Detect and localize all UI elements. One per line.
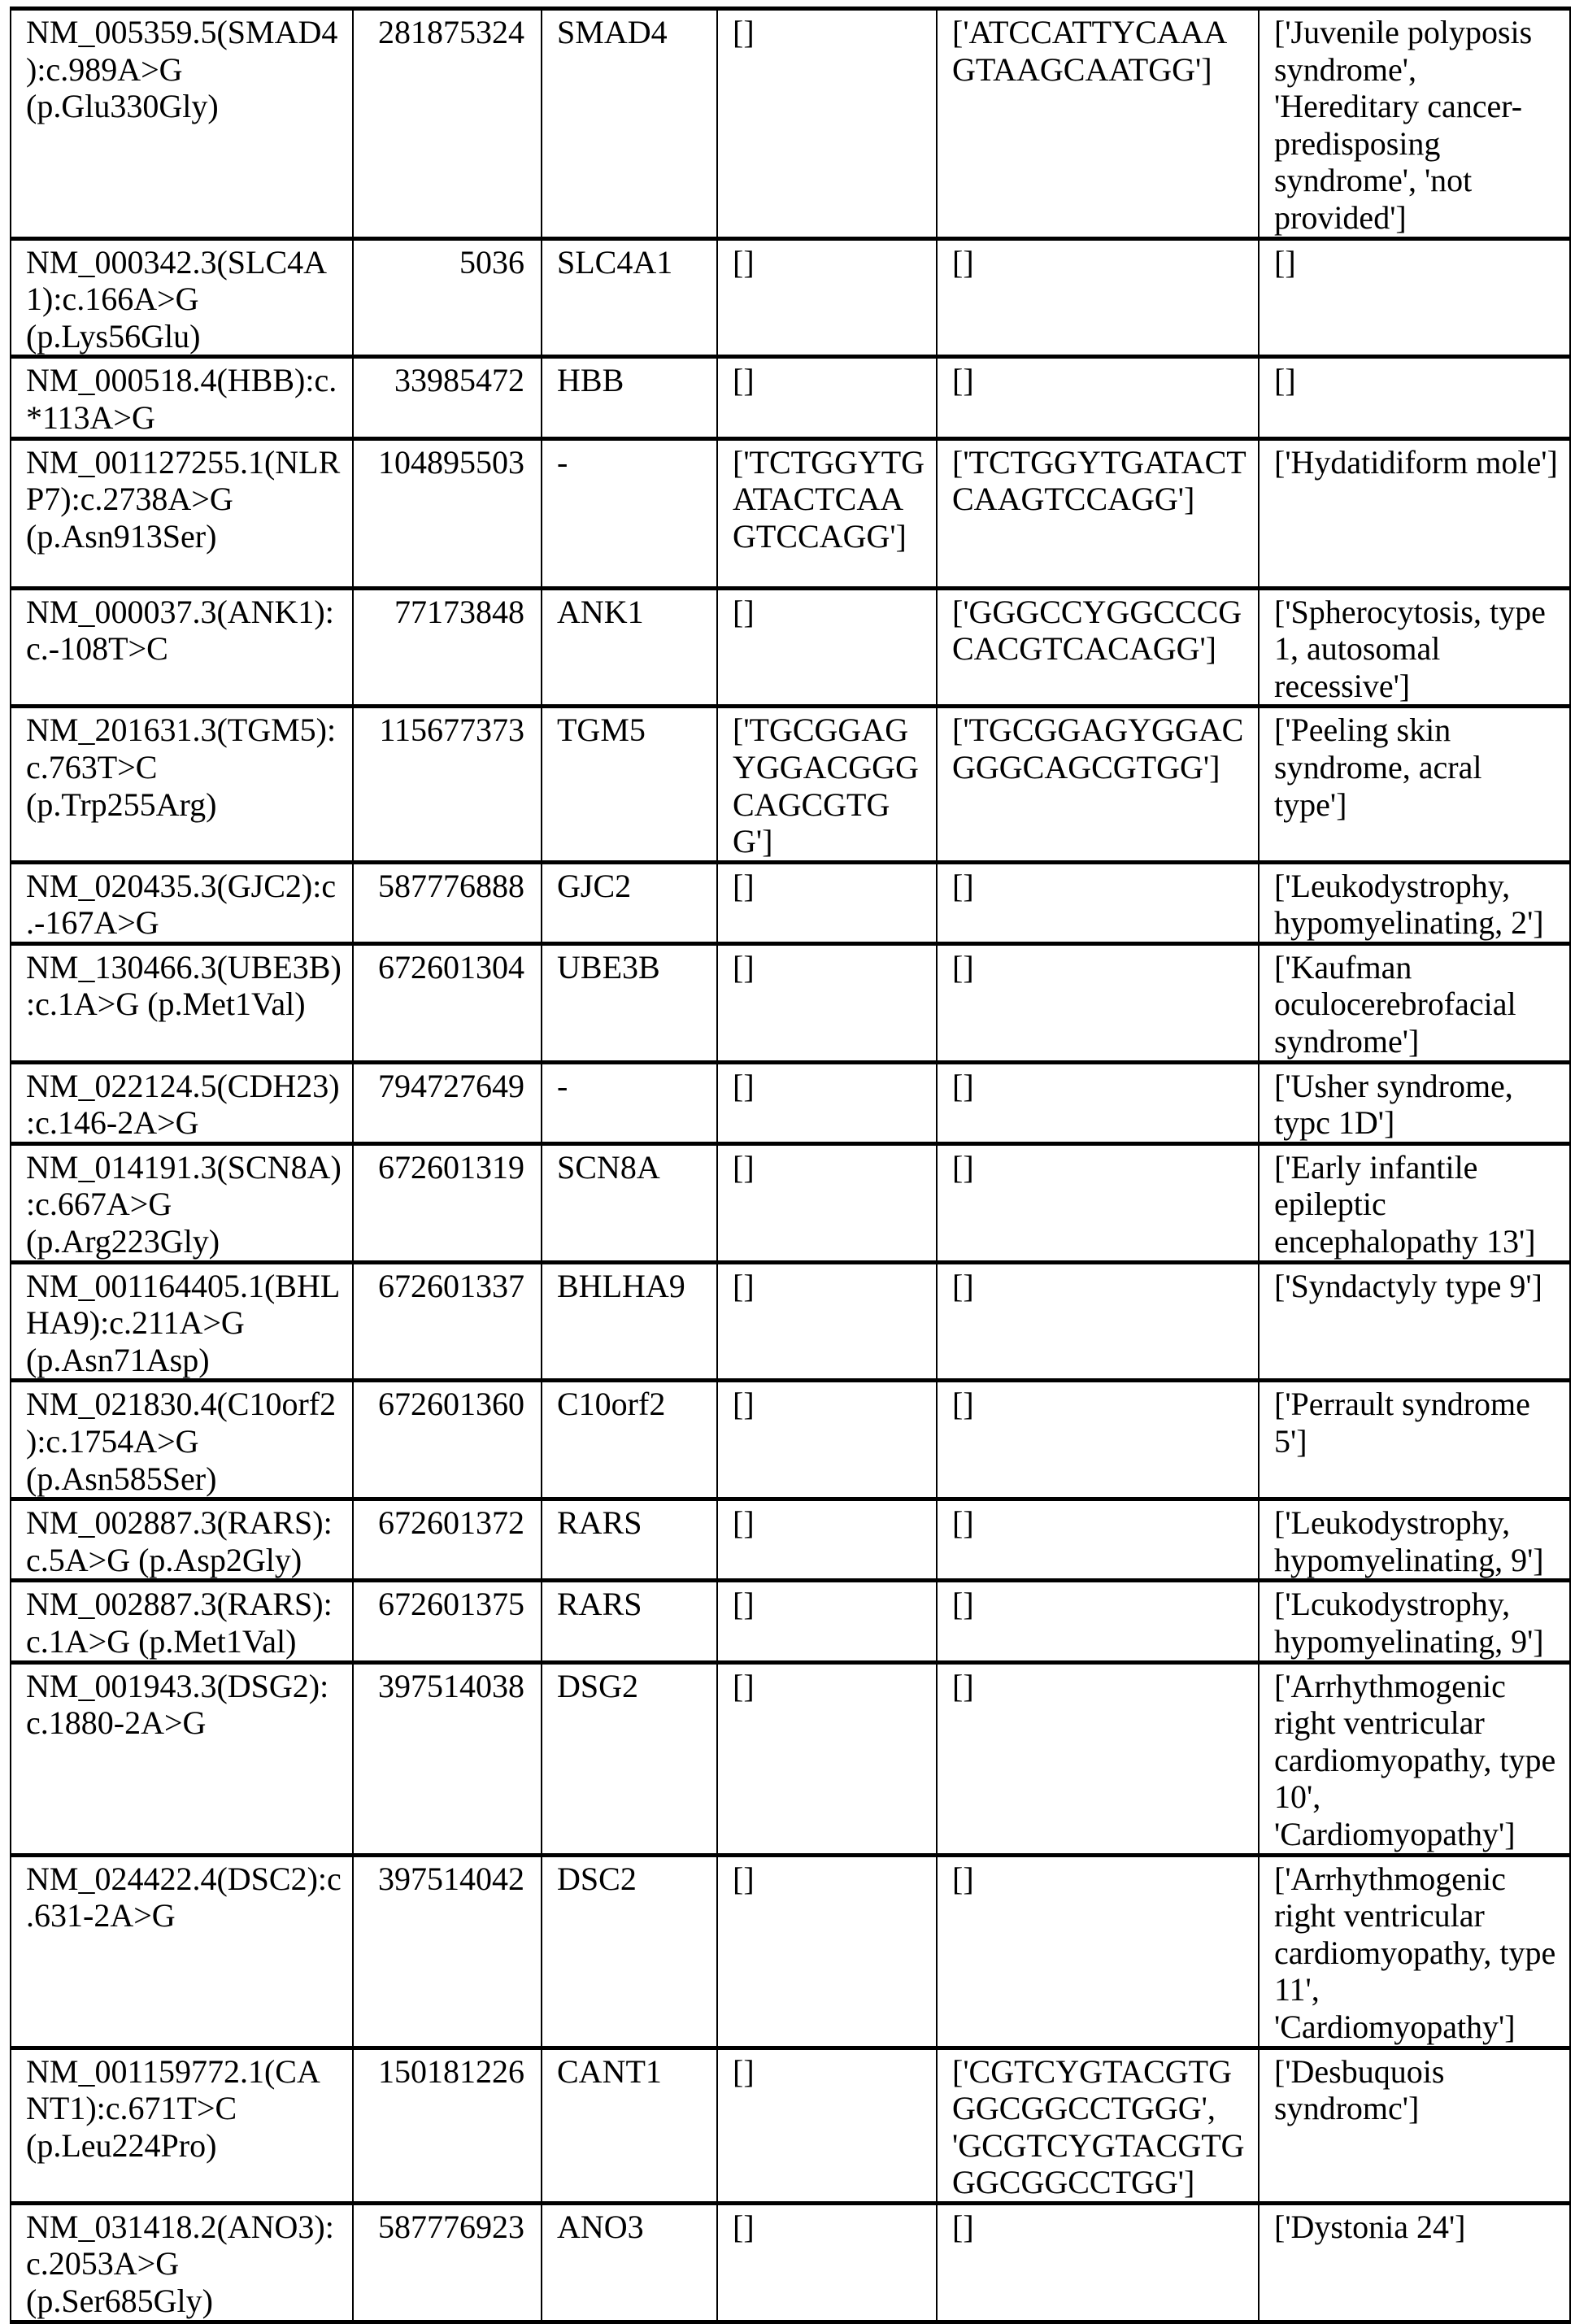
- variant-cell: NM_022124.5(CDH23):c.146-2A>G: [11, 1062, 353, 1143]
- variant-cell: NM_020435.3(GJC2):c.-167A>G: [11, 862, 353, 943]
- table-row: [11, 1143, 1570, 1262]
- sequence-alt-cell: []: [937, 1062, 1259, 1143]
- table-row: [11, 588, 1570, 707]
- variant-cell: NM_024422.4(DSC2):c.631-2A>G: [11, 1855, 353, 2048]
- conditions-cell: ['Usher syndrome, typc 1D']: [1259, 1062, 1570, 1143]
- variant-cell: NM_201631.3(TGM5):c.763T>C (p.Trp255Arg): [11, 707, 353, 862]
- table-row: [11, 1062, 1570, 1143]
- conditions-cell: ['Arrhythmogenic right ventricular cardiomyopathy, type 11', 'Cardiomyopathy']: [1259, 1855, 1570, 2048]
- table-row: [11, 1662, 1570, 1855]
- conditions-cell: ['Lcukodystrophy, hypomyelinating, 9']: [1259, 1581, 1570, 1662]
- gene-cell: UBE3B: [542, 943, 717, 1062]
- conditions-cell: ['Early infantile epileptic encephalopathy 13']: [1259, 1143, 1570, 1262]
- variant-id-cell: 150181226: [353, 2048, 542, 2203]
- variant-id-cell: 115677373: [353, 707, 542, 862]
- gene-cell: ANK1: [542, 588, 717, 707]
- sequence-cell: []: [717, 1662, 937, 1855]
- variant-cell: NM_130466.3(UBE3B):c.1A>G (p.Met1Val): [11, 943, 353, 1062]
- sequence-cell: ['TCTGGYTGATACTCAAGTCCAGG']: [717, 438, 937, 588]
- gene-cell: SCN8A: [542, 1143, 717, 1262]
- variant-cell: NM_001159772.1(CANT1):c.671T>C (p.Leu224Pro): [11, 2048, 353, 2203]
- conditions-cell: ['Hydatidiform mole']: [1259, 438, 1570, 588]
- sequence-alt-cell: []: [937, 1381, 1259, 1499]
- sequence-cell: []: [717, 1143, 937, 1262]
- sequence-alt-cell: []: [937, 943, 1259, 1062]
- conditions-cell: ['Kaufman oculocerebrofacial syndrome']: [1259, 943, 1570, 1062]
- sequence-cell: []: [717, 1855, 937, 2048]
- table-row: [11, 1855, 1570, 2048]
- variant-cell: NM_001164405.1(BHLHA9):c.211A>G (p.Asn71Asp): [11, 1262, 353, 1381]
- variant-cell: NM_021830.4(C10orf2):c.1754A>G (p.Asn585Ser): [11, 1381, 353, 1499]
- conditions-cell: ['Leukodystrophy, hypomyelinating, 9']: [1259, 1499, 1570, 1581]
- sequence-cell: []: [717, 1499, 937, 1581]
- table-row: [11, 357, 1570, 438]
- sequence-alt-cell: []: [937, 238, 1259, 357]
- gene-cell: RARS: [542, 1499, 717, 1581]
- sequence-alt-cell: []: [937, 1662, 1259, 1855]
- variant-id-cell: 672601372: [353, 1499, 542, 1581]
- sequence-alt-cell: []: [937, 862, 1259, 943]
- sequence-alt-cell: []: [937, 1262, 1259, 1381]
- variant-table: [10, 7, 1571, 2324]
- gene-cell: BHLHA9: [542, 1262, 717, 1381]
- sequence-cell: ['TGCGGAGYGGACGGGCAGCGTGG']: [717, 707, 937, 862]
- sequence-alt-cell: []: [937, 1855, 1259, 2048]
- table-row: [11, 1381, 1570, 1499]
- variant-cell: NM_000037.3(ANK1):c.-108T>C: [11, 588, 353, 707]
- sequence-alt-cell: ['GGGCCYGGCCCGCACGTCACAGG']: [937, 588, 1259, 707]
- sequence-cell: []: [717, 2048, 937, 2203]
- gene-cell: ANO3: [542, 2203, 717, 2322]
- gene-cell: TGM5: [542, 707, 717, 862]
- variant-id-cell: 33985472: [353, 357, 542, 438]
- variant-id-cell: 672601304: [353, 943, 542, 1062]
- variant-id-cell: 672601337: [353, 1262, 542, 1381]
- variant-table-body: [11, 9, 1570, 2322]
- conditions-cell: ['Spherocytosis, type 1, autosomal recessive']: [1259, 588, 1570, 707]
- gene-cell: DSC2: [542, 1855, 717, 2048]
- conditions-cell: ['Juvenile polyposis syndrome', 'Hereditary cancer-predisposing syndrome', 'not provided']: [1259, 9, 1570, 239]
- conditions-cell: ['Perrault syndrome 5']: [1259, 1381, 1570, 1499]
- variant-cell: NM_000518.4(HBB):c.*113A>G: [11, 357, 353, 438]
- conditions-cell: ['Syndactyly type 9']: [1259, 1262, 1570, 1381]
- gene-cell: DSG2: [542, 1662, 717, 1855]
- variant-cell: NM_001943.3(DSG2):c.1880-2A>G: [11, 1662, 353, 1855]
- variant-id-cell: 77173848: [353, 588, 542, 707]
- table-row: [11, 1262, 1570, 1381]
- sequence-alt-cell: ['ATCCATTYCAAAGTAAGCAATGG']: [937, 9, 1259, 239]
- variant-cell: NM_005359.5(SMAD4):c.989A>G (p.Glu330Gly): [11, 9, 353, 239]
- conditions-cell: ['Peeling skin syndrome, acral type']: [1259, 707, 1570, 862]
- variant-id-cell: 104895503: [353, 438, 542, 588]
- sequence-alt-cell: []: [937, 1499, 1259, 1581]
- variant-id-cell: 794727649: [353, 1062, 542, 1143]
- variant-cell: NM_001127255.1(NLRP7):c.2738A>G (p.Asn913Ser): [11, 438, 353, 588]
- table-row: [11, 862, 1570, 943]
- sequence-alt-cell: ['TGCGGAGYGGACGGGCAGCGTGG']: [937, 707, 1259, 862]
- conditions-cell: []: [1259, 238, 1570, 357]
- conditions-cell: ['Leukodystrophy, hypomyelinating, 2']: [1259, 862, 1570, 943]
- conditions-cell: ['Desbuquois syndromc']: [1259, 2048, 1570, 2203]
- variant-id-cell: 672601360: [353, 1381, 542, 1499]
- table-row: [11, 2203, 1570, 2322]
- variant-cell: NM_014191.3(SCN8A):c.667A>G (p.Arg223Gly): [11, 1143, 353, 1262]
- sequence-alt-cell: []: [937, 1143, 1259, 1262]
- gene-cell: -: [542, 1062, 717, 1143]
- gene-cell: SMAD4: [542, 9, 717, 239]
- sequence-cell: []: [717, 1381, 937, 1499]
- sequence-cell: []: [717, 1581, 937, 1662]
- sequence-cell: []: [717, 238, 937, 357]
- variant-id-cell: 672601375: [353, 1581, 542, 1662]
- variant-cell: NM_000342.3(SLC4A1):c.166A>G (p.Lys56Glu): [11, 238, 353, 357]
- gene-cell: -: [542, 438, 717, 588]
- variant-id-cell: 397514038: [353, 1662, 542, 1855]
- variant-id-cell: 397514042: [353, 1855, 542, 2048]
- variant-cell: NM_002887.3(RARS):c.1A>G (p.Met1Val): [11, 1581, 353, 1662]
- sequence-cell: []: [717, 2203, 937, 2322]
- sequence-alt-cell: ['TCTGGYTGATACTCAAGTCCAGG']: [937, 438, 1259, 588]
- sequence-cell: []: [717, 1062, 937, 1143]
- sequence-cell: []: [717, 862, 937, 943]
- gene-cell: RARS: [542, 1581, 717, 1662]
- variant-id-cell: 672601319: [353, 1143, 542, 1262]
- gene-cell: C10orf2: [542, 1381, 717, 1499]
- variant-id-cell: 281875324: [353, 9, 542, 239]
- sequence-alt-cell: []: [937, 1581, 1259, 1662]
- conditions-cell: ['Arrhythmogenic right ventricular cardiomyopathy, type 10', 'Cardiomyopathy']: [1259, 1662, 1570, 1855]
- table-row: [11, 1499, 1570, 1581]
- table-row: [11, 707, 1570, 862]
- conditions-cell: []: [1259, 357, 1570, 438]
- table-row: [11, 2048, 1570, 2203]
- sequence-cell: []: [717, 1262, 937, 1381]
- sequence-cell: []: [717, 588, 937, 707]
- table-row: [11, 238, 1570, 357]
- sequence-cell: []: [717, 357, 937, 438]
- sequence-alt-cell: []: [937, 2203, 1259, 2322]
- conditions-cell: ['Dystonia 24']: [1259, 2203, 1570, 2322]
- gene-cell: CANT1: [542, 2048, 717, 2203]
- table-row: [11, 943, 1570, 1062]
- gene-cell: GJC2: [542, 862, 717, 943]
- gene-cell: HBB: [542, 357, 717, 438]
- variant-id-cell: 587776888: [353, 862, 542, 943]
- sequence-alt-cell: ['CGTCYGTACGTGGGCGGCCTGGG', 'GCGTCYGTACGTGGGCGGCCTGG']: [937, 2048, 1259, 2203]
- gene-cell: SLC4A1: [542, 238, 717, 357]
- sequence-cell: []: [717, 9, 937, 239]
- variant-id-cell: 5036: [353, 238, 542, 357]
- variant-cell: NM_031418.2(ANO3):c.2053A>G (p.Ser685Gly): [11, 2203, 353, 2322]
- variant-cell: NM_002887.3(RARS):c.5A>G (p.Asp2Gly): [11, 1499, 353, 1581]
- sequence-cell: []: [717, 943, 937, 1062]
- table-row: [11, 438, 1570, 588]
- table-row: [11, 1581, 1570, 1662]
- sequence-alt-cell: []: [937, 357, 1259, 438]
- table-row: [11, 9, 1570, 239]
- variant-id-cell: 587776923: [353, 2203, 542, 2322]
